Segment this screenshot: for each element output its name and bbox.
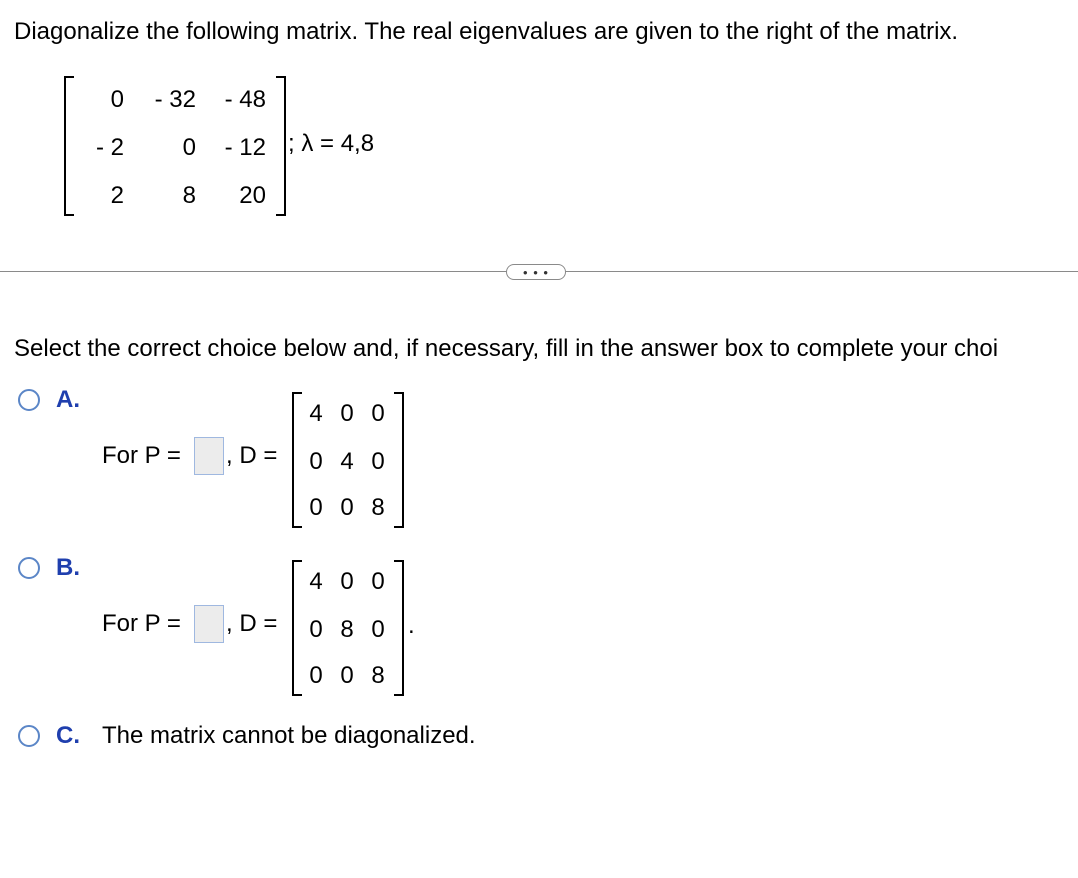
choice-a-d-label: , D = [226,442,278,469]
right-bracket [394,392,404,528]
matrix-cell: 0 [371,616,385,643]
matrix-cell: 0 [371,448,385,475]
matrix-cell: 0 [371,400,385,427]
choice-b-letter: B. [56,554,80,581]
radio-choice-a[interactable] [18,389,40,411]
radio-choice-c[interactable] [18,725,40,747]
matrix-cell: 0 [309,662,323,689]
matrix-cell: 0 [309,494,323,521]
matrix-cell: - 2 [95,134,124,161]
choice-b-d-matrix [292,560,404,696]
right-bracket [276,76,286,216]
right-bracket [394,560,404,696]
left-bracket [292,560,302,696]
matrix-cell: 0 [309,448,323,475]
matrix-cell: 0 [340,662,354,689]
matrix-cell: 4 [309,568,323,595]
choice-c-letter: C. [56,722,80,749]
matrix-cell: 4 [309,400,323,427]
matrix-cell: 0 [340,494,354,521]
matrix-cell: 0 [309,616,323,643]
radio-choice-b[interactable] [18,557,40,579]
left-bracket [64,76,74,216]
main-matrix [64,76,286,216]
choice-c-text: The matrix cannot be diagonalized. [102,722,476,749]
matrix-cell: - 32 [154,86,196,113]
matrix-cell: - 48 [224,86,266,113]
matrix-cell: 0 [182,134,196,161]
choice-b-for-p-label: For P = [102,610,181,637]
matrix-cell: 20 [239,182,266,209]
choice-b-p-answer-box[interactable] [194,605,224,643]
choice-a-for-p-label: For P = [102,442,181,469]
matrix-cell: 0 [371,568,385,595]
eigenvalues-text: ; λ = 4,8 [288,130,375,157]
more-options-button[interactable]: • • • [506,264,566,280]
matrix-cell: 8 [340,616,354,643]
matrix-cell: 4 [340,448,354,475]
matrix-cell: 0 [340,568,354,595]
choice-b-d-label: , D = [226,610,278,637]
choice-a-letter: A. [56,386,80,413]
choice-b-trailing-period: . [408,612,415,639]
left-bracket [292,392,302,528]
matrix-cell: 8 [371,494,385,521]
choice-a-p-answer-box[interactable] [194,437,224,475]
matrix-cell: 2 [110,182,124,209]
matrix-cell: - 12 [224,134,266,161]
matrix-cell: 0 [110,86,124,113]
matrix-cell: 0 [340,400,354,427]
instruction-text: Select the correct choice below and, if necessary, fill in the answer box to complete your choi [14,335,999,362]
matrix-cell: 8 [371,662,385,689]
matrix-cell: 8 [182,182,196,209]
choice-a-d-matrix [292,392,404,528]
question-text: Diagonalize the following matrix. The real eigenvalues are given to the right of the matrix. [14,18,959,45]
